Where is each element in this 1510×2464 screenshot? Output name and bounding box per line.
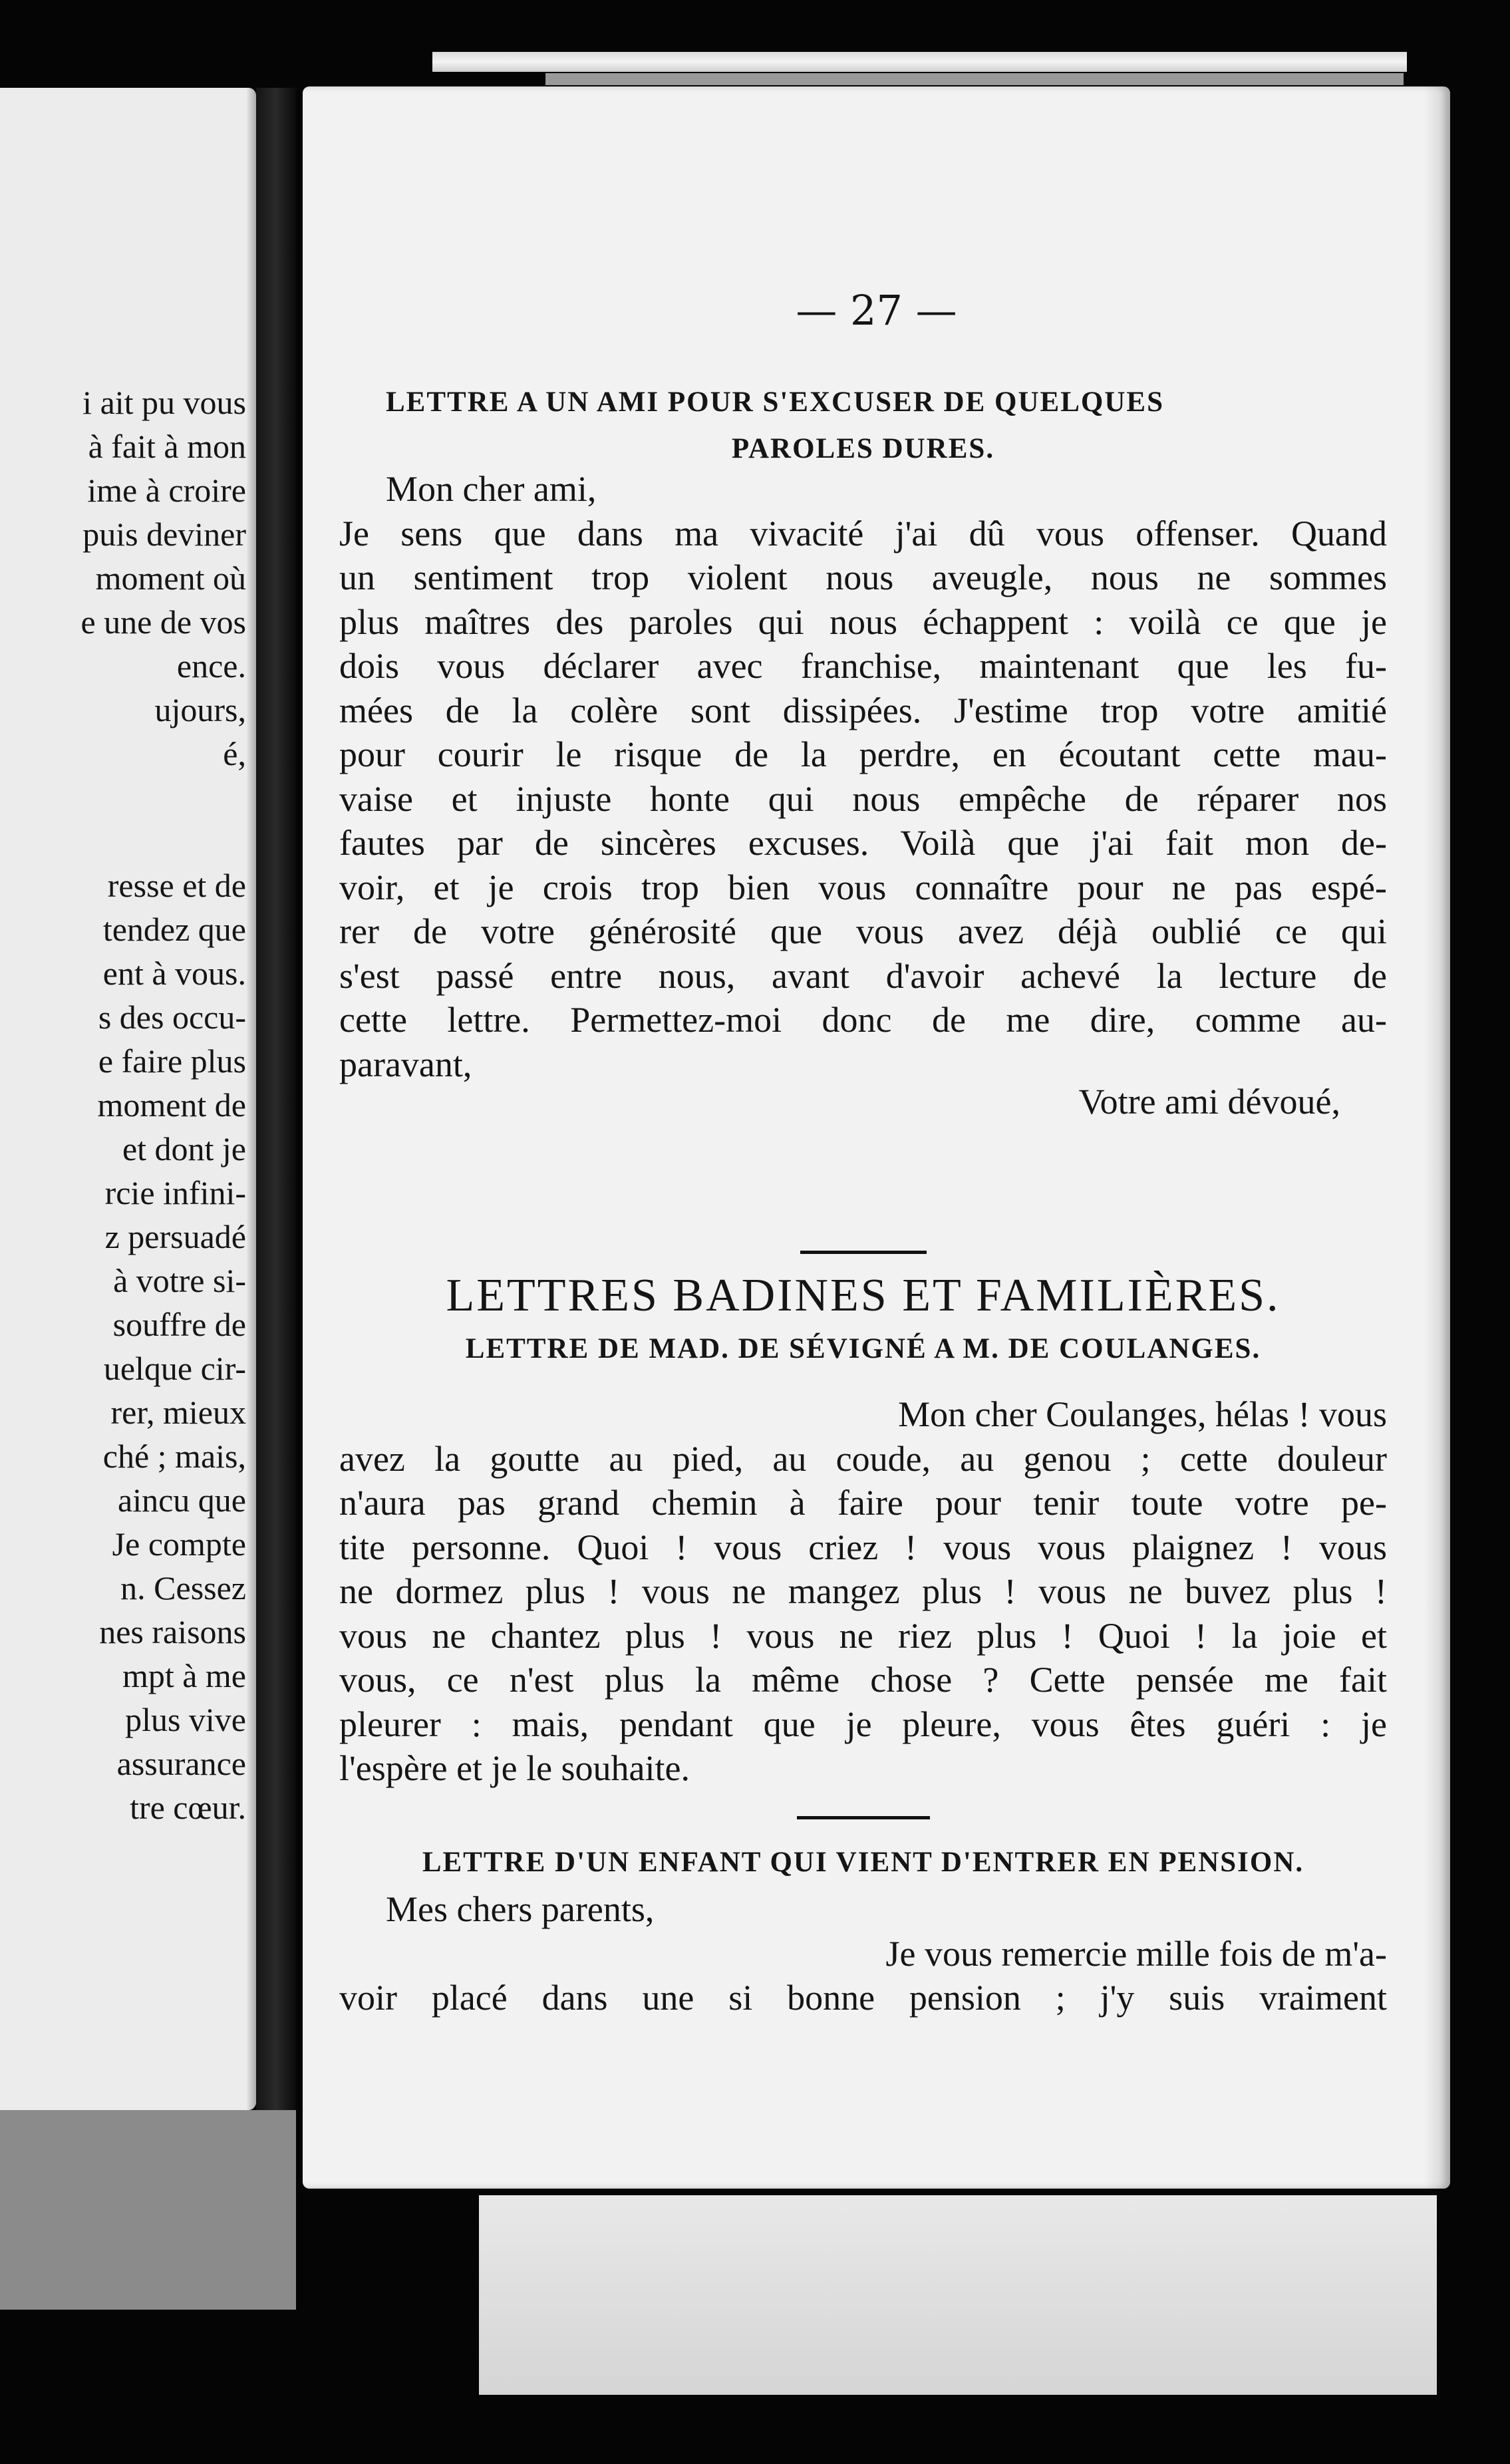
text-line: à votre si- <box>113 1262 246 1299</box>
right-page-edge <box>1424 86 1450 2189</box>
separator-rule <box>800 1251 927 1254</box>
text-line: assurance <box>116 1745 246 1782</box>
signature: Votre ami dévoué, <box>1078 1082 1340 1122</box>
text-line: s des occu- <box>98 999 246 1036</box>
left-page-edge <box>247 88 256 2110</box>
text-line: plus vive <box>125 1701 246 1738</box>
text-line: mées de la colère sont dissipées. J'estime trop votre amitié <box>339 690 1387 730</box>
text-line: ché ; mais, <box>102 1438 246 1475</box>
text-line: cette lettre. Permettez-moi donc de me dire, comme au- <box>339 1000 1387 1040</box>
text-line: e une de vos <box>80 603 246 641</box>
text-line: moment de <box>97 1086 246 1124</box>
left-page-text <box>0 381 246 1829</box>
text-line: ujours, <box>154 691 246 728</box>
text-line <box>0 776 246 820</box>
letter-first-line: Je vous remercie mille fois de m'a- <box>885 1933 1387 1974</box>
text-line: tite personne. Quoi ! vous criez ! vous vous plaignez ! vous <box>339 1527 1387 1567</box>
letter-body <box>339 512 1387 1042</box>
text-line: puis deviner <box>82 516 246 553</box>
text-line: rcie infini- <box>104 1174 246 1211</box>
text-line: vous, ce n'est plus la même chose ? Cette pensée me fait <box>339 1660 1387 1700</box>
letter-title-line1: LETTRE A UN AMI POUR S'EXCUSER DE QUELQUES <box>386 386 1164 418</box>
letter-excuse <box>339 379 1387 1124</box>
text-line: nes raisons <box>99 1613 246 1650</box>
section-title: LETTRES BADINES ET FAMILIÈRES. <box>446 1270 1281 1321</box>
book-gutter <box>256 88 296 2243</box>
text-line: et dont je <box>122 1130 246 1167</box>
text-line: ent à vous. <box>102 955 246 992</box>
scan-top-shadow <box>545 73 1404 85</box>
text-line: tre cœur. <box>130 1789 246 1826</box>
text-line: s'est passé entre nous, avant d'avoir achevé la lecture de <box>339 955 1387 996</box>
text-line <box>0 820 246 863</box>
text-line: tendez que <box>102 911 246 948</box>
text-line: plus maîtres des paroles qui nous échappent : voilà ce que je <box>339 601 1387 642</box>
text-line: z persuadé <box>104 1218 246 1255</box>
scan-bottom-left <box>0 2110 296 2310</box>
left-facing-page <box>0 88 256 2110</box>
text-line: mpt à me <box>122 1657 246 1694</box>
text-line: i ait pu vous <box>82 384 246 421</box>
text-line: Je sens que dans ma vivacité j'ai dû vous offenser. Quand <box>339 513 1387 553</box>
text-line: ne dormez plus ! vous ne mangez plus ! vous ne buvez plus ! <box>339 1571 1387 1611</box>
letter-title: LETTRE DE MAD. DE SÉVIGNÉ A M. DE COULANGES. <box>465 1333 1261 1364</box>
scan-bottom-tab <box>479 2195 1437 2395</box>
text-line: n. Cessez <box>120 1569 246 1607</box>
text-line: resse et de <box>107 867 246 904</box>
letter-body <box>339 1437 1387 1747</box>
separator-rule <box>797 1816 930 1819</box>
letter-title: LETTRE D'UN ENFANT QUI VIENT D'ENTRER EN PENSION. <box>422 1847 1304 1878</box>
salutation: Mes chers parents, <box>386 1889 655 1929</box>
salutation: Mon cher ami, <box>386 469 597 509</box>
section-header <box>339 1251 1387 1372</box>
letter-first-line: Mon cher Coulanges, hélas ! vous <box>898 1394 1387 1434</box>
text-line: avez la goutte au pied, au coude, au genou ; cette douleur <box>339 1438 1387 1479</box>
letter-title-line2: PAROLES DURES. <box>731 433 995 464</box>
letter-line: voir placé dans une si bonne pension ; j'y suis vraiment <box>339 1978 1387 2018</box>
text-line: souffre de <box>112 1306 246 1343</box>
letter-pension <box>339 1816 1387 2020</box>
text-line: moment où <box>95 559 246 597</box>
text-line: voir, et je crois trop bien vous connaître pour ne pas espé- <box>339 867 1387 907</box>
text-line: dois vous déclarer avec franchise, maintenant que les fu- <box>339 646 1387 686</box>
text-line: rer de votre générosité que vous avez déjà oublié ce qui <box>339 911 1387 951</box>
text-line: fautes par de sincères excuses. Voilà que j'ai fait mon de- <box>339 823 1387 863</box>
text-line: un sentiment trop violent nous aveugle, nous ne sommes <box>339 557 1387 597</box>
letter-last-line: l'espère et je le souhaite. <box>339 1748 690 1788</box>
text-line: pour courir le risque de la perdre, en écoutant cette mau- <box>339 734 1387 774</box>
text-line: à fait à mon <box>88 428 246 465</box>
text-line: Je compte <box>112 1525 246 1563</box>
right-page <box>303 86 1450 2189</box>
text-line: rer, mieux <box>110 1394 246 1431</box>
text-line: vous ne chantez plus ! vous ne riez plus ! Quoi ! la joie et <box>339 1615 1387 1656</box>
text-line: é, <box>223 735 246 772</box>
text-line: n'aura pas grand chemin à faire pour tenir toute votre pe- <box>339 1483 1387 1523</box>
page-number: — 27 — <box>796 286 957 335</box>
text-line: uelque cir- <box>103 1350 246 1387</box>
text-line: ime à croire <box>87 472 246 509</box>
text-line: vaise et injuste honte qui nous empêche de réparer nos <box>339 778 1387 819</box>
text-line: e faire plus <box>98 1042 246 1080</box>
text-line: aincu que <box>118 1481 246 1519</box>
text-line: ence. <box>176 647 246 685</box>
letter-sevigne <box>339 1392 1387 1791</box>
letter-last-line: paravant, <box>339 1044 472 1084</box>
text-line: pleurer : mais, pendant que je pleure, vous êtes guéri : je <box>339 1704 1387 1744</box>
scan-top-strip <box>432 52 1407 72</box>
